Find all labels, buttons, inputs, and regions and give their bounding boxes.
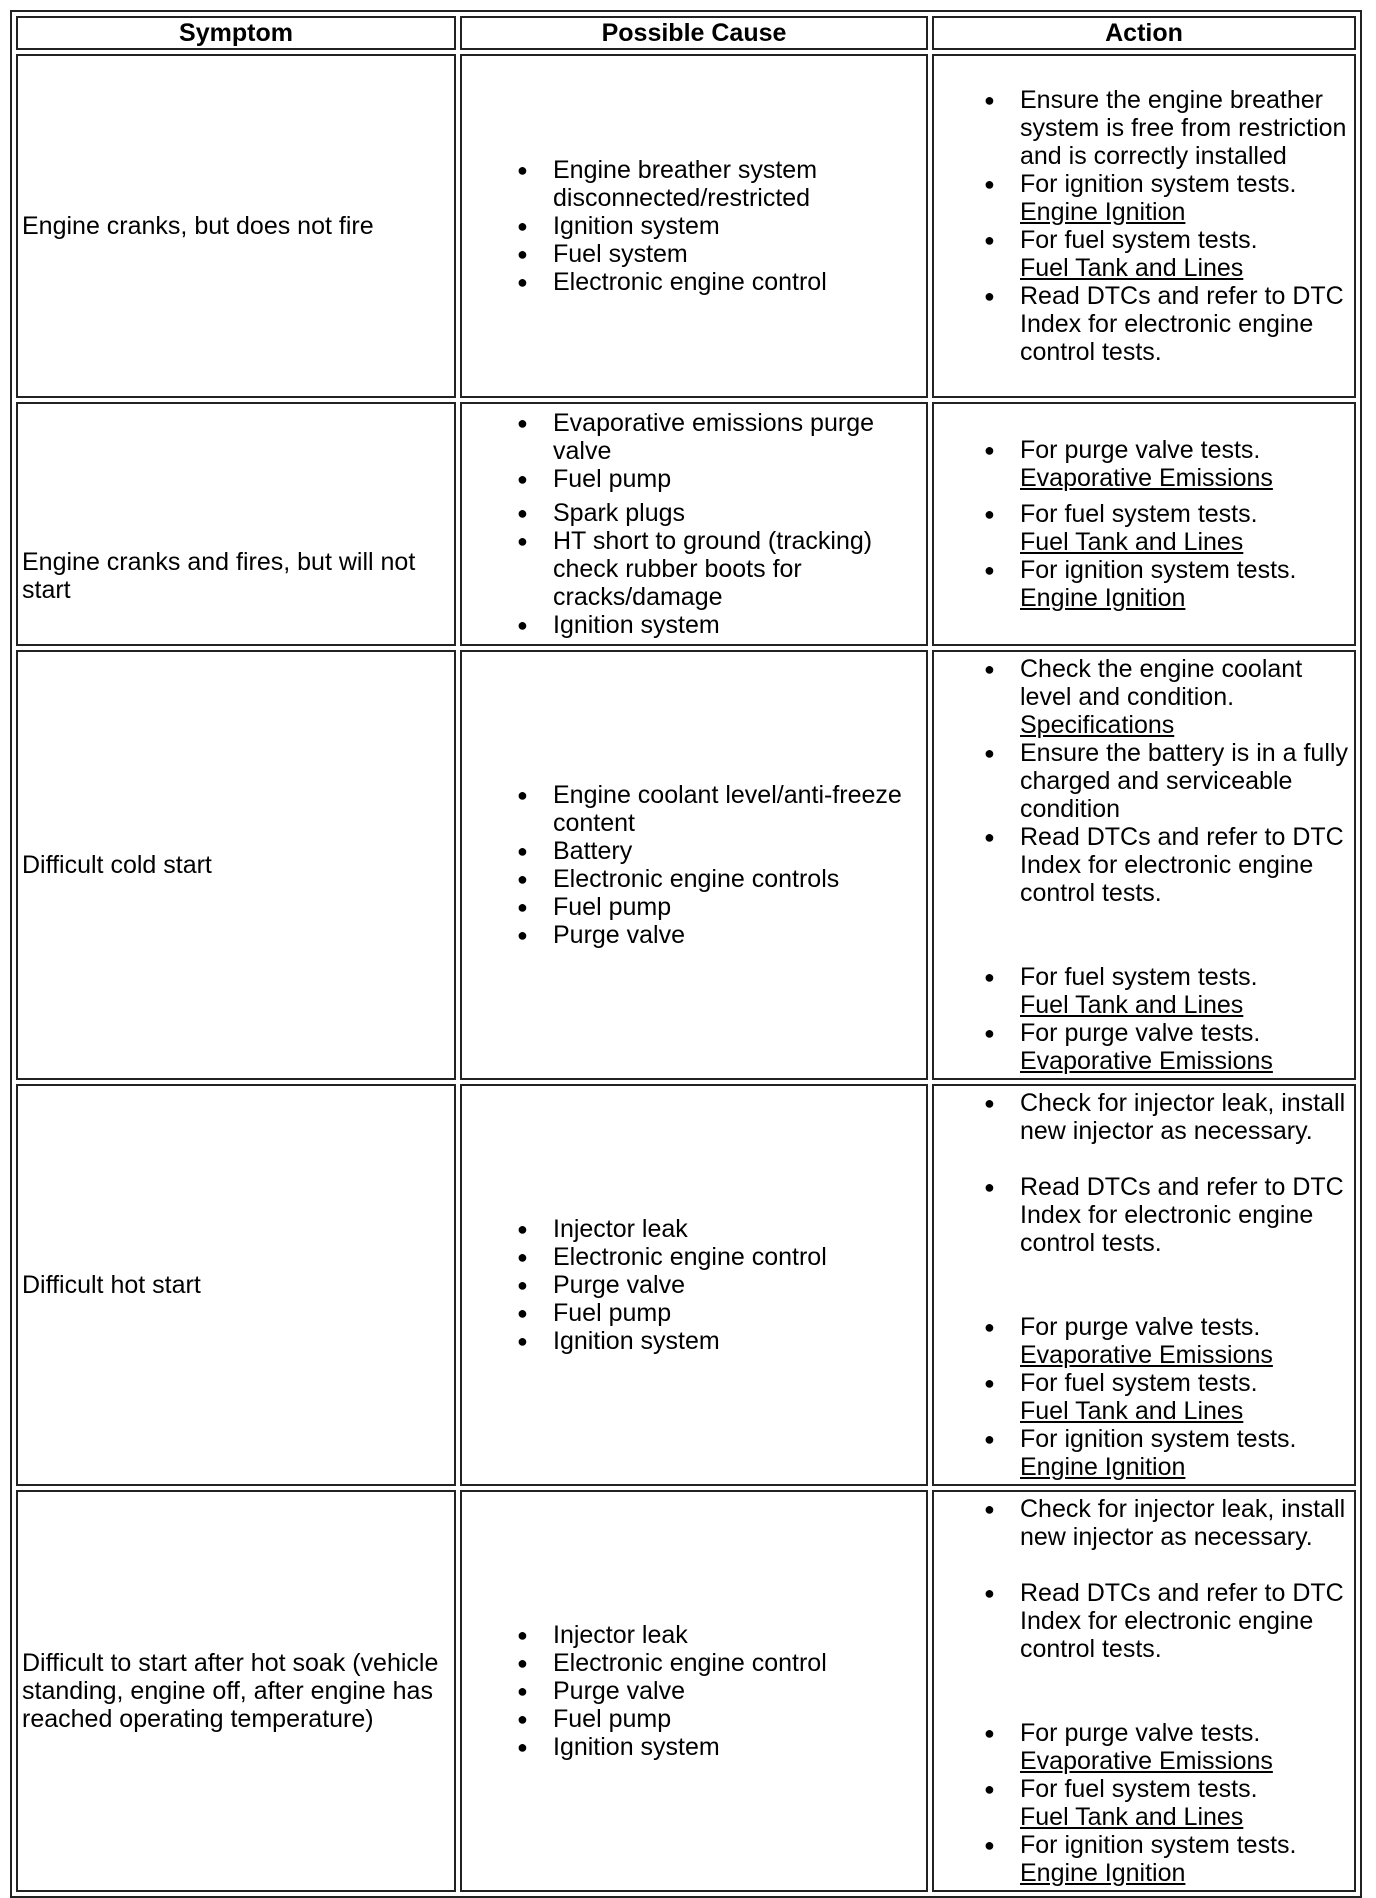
header-possible-cause: Possible Cause — [460, 16, 928, 50]
table-row — [16, 1084, 1356, 1486]
header-symptom: Symptom — [16, 16, 456, 50]
cause-item: ● Electronic engine control — [517, 268, 922, 296]
action-text: Check for injector leak, install new injector as necessary. — [1020, 1495, 1346, 1551]
link-fuel-tank-and-lines[interactable]: Fuel Tank and Lines — [1020, 991, 1244, 1019]
cause-item: ● Purge valve — [517, 1271, 922, 1299]
cause-item: ● Fuel pump — [517, 465, 922, 493]
action-cell — [932, 1084, 1356, 1486]
link-specifications[interactable]: Specifications — [1020, 711, 1175, 739]
action-item — [984, 436, 1350, 492]
action-cell — [932, 402, 1356, 646]
table-row — [16, 402, 1356, 646]
cause-item: ● Purge valve — [517, 921, 922, 949]
link-engine-ignition[interactable]: Engine Ignition — [1020, 1859, 1186, 1887]
cause-item: ● HT short to ground (tracking) check rubber boots for cracks/damage — [517, 527, 922, 611]
action-item — [984, 1719, 1350, 1775]
header-action: Action — [932, 16, 1356, 50]
action-text: For purge valve tests. — [1020, 1313, 1261, 1341]
action-text: For purge valve tests. — [1020, 1019, 1261, 1047]
action-list — [984, 436, 1350, 612]
action-text: For ignition system tests. — [1020, 1425, 1297, 1453]
action-cell — [932, 650, 1356, 1080]
cause-item: ● Fuel pump — [517, 893, 922, 921]
cause-cell — [460, 1084, 928, 1486]
link-fuel-tank-and-lines[interactable]: Fuel Tank and Lines — [1020, 1803, 1244, 1831]
action-item — [984, 1579, 1350, 1663]
action-text: For ignition system tests. — [1020, 556, 1297, 584]
action-text: For fuel system tests. — [1020, 226, 1258, 254]
cause-item: ● Fuel system — [517, 240, 922, 268]
cause-item: ● Electronic engine control — [517, 1243, 922, 1271]
cause-item: ● Evaporative emissions purge valve — [517, 409, 922, 465]
table-row — [16, 54, 1356, 398]
action-item — [984, 1019, 1350, 1075]
action-item — [984, 556, 1350, 612]
action-text: Read DTCs and refer to DTC Index for electronic engine control tests. — [1020, 1579, 1344, 1663]
table-row — [16, 650, 1356, 1080]
action-text: For ignition system tests. — [1020, 1831, 1297, 1859]
action-text: For fuel system tests. — [1020, 500, 1258, 528]
action-list — [984, 1495, 1350, 1887]
action-text: For ignition system tests. — [1020, 170, 1297, 198]
cause-list — [517, 156, 922, 296]
cause-cell — [460, 650, 928, 1080]
link-fuel-tank-and-lines[interactable]: Fuel Tank and Lines — [1020, 254, 1244, 282]
action-text: Check the engine coolant level and condition. — [1020, 655, 1303, 711]
action-text: For fuel system tests. — [1020, 1775, 1258, 1803]
link-evaporative-emissions[interactable]: Evaporative Emissions — [1020, 464, 1273, 492]
header-row — [16, 16, 1356, 50]
cause-item: ● Fuel pump — [517, 1299, 922, 1327]
cause-item: ● Ignition system — [517, 212, 922, 240]
symptom-cell: Difficult hot start — [16, 1084, 456, 1486]
action-list — [984, 1089, 1350, 1481]
action-item — [984, 1425, 1350, 1481]
action-item — [984, 739, 1350, 823]
cause-list — [517, 409, 922, 639]
symptom-cell: Engine cranks and fires, but will not start — [16, 402, 456, 646]
action-item — [984, 1089, 1350, 1145]
action-item — [984, 226, 1350, 282]
link-fuel-tank-and-lines[interactable]: Fuel Tank and Lines — [1020, 528, 1244, 556]
diagnosis-table — [10, 10, 1362, 1898]
symptom-cell: Difficult to start after hot soak (vehicle standing, engine off, after engine has reached operating temperature) — [16, 1490, 456, 1892]
link-engine-ignition[interactable]: Engine Ignition — [1020, 584, 1186, 612]
action-item — [984, 1775, 1350, 1831]
action-text: For fuel system tests. — [1020, 1369, 1258, 1397]
action-text: For fuel system tests. — [1020, 963, 1258, 991]
link-evaporative-emissions[interactable]: Evaporative Emissions — [1020, 1341, 1273, 1369]
cause-list — [517, 1621, 922, 1761]
link-evaporative-emissions[interactable]: Evaporative Emissions — [1020, 1747, 1273, 1775]
action-item — [984, 963, 1350, 1019]
link-engine-ignition[interactable]: Engine Ignition — [1020, 1453, 1186, 1481]
action-text: Read DTCs and refer to DTC Index for electronic engine control tests. — [1020, 1173, 1344, 1257]
link-fuel-tank-and-lines[interactable]: Fuel Tank and Lines — [1020, 1397, 1244, 1425]
action-item — [984, 1313, 1350, 1369]
action-item — [984, 282, 1350, 366]
cause-list — [517, 1215, 922, 1355]
cause-item: ● Injector leak — [517, 1621, 922, 1649]
action-item — [984, 86, 1350, 170]
action-item — [984, 655, 1350, 739]
action-cell — [932, 54, 1356, 398]
cause-item: ● Injector leak — [517, 1215, 922, 1243]
action-text: Ensure the battery is in a fully charged and serviceable condition — [1020, 739, 1348, 823]
action-text: Check for injector leak, install new injector as necessary. — [1020, 1089, 1346, 1145]
cause-cell — [460, 54, 928, 398]
action-list — [984, 655, 1350, 1075]
cause-item: ● Purge valve — [517, 1677, 922, 1705]
action-item — [984, 1173, 1350, 1257]
action-cell — [932, 1490, 1356, 1892]
cause-list — [517, 781, 922, 949]
action-item — [984, 1495, 1350, 1551]
cause-item: ● Electronic engine control — [517, 1649, 922, 1677]
cause-item: ● Ignition system — [517, 1733, 922, 1761]
cause-item: ● Ignition system — [517, 1327, 922, 1355]
link-evaporative-emissions[interactable]: Evaporative Emissions — [1020, 1047, 1273, 1075]
cause-cell — [460, 1490, 928, 1892]
cause-item: ● Engine breather system disconnected/restricted — [517, 156, 922, 212]
action-text: Read DTCs and refer to DTC Index for electronic engine control tests. — [1020, 282, 1344, 366]
cause-item: ● Electronic engine controls — [517, 865, 922, 893]
action-item — [984, 1831, 1350, 1887]
cause-item: ● Fuel pump — [517, 1705, 922, 1733]
cause-item: ● Engine coolant level/anti-freeze content — [517, 781, 922, 837]
cause-item: ● Ignition system — [517, 611, 922, 639]
cause-item: ● Spark plugs — [517, 499, 922, 527]
cause-item: ● Battery — [517, 837, 922, 865]
action-text: For purge valve tests. — [1020, 1719, 1261, 1747]
action-item — [984, 1369, 1350, 1425]
link-engine-ignition[interactable]: Engine Ignition — [1020, 198, 1186, 226]
table-row — [16, 1490, 1356, 1892]
action-item — [984, 500, 1350, 556]
cause-cell — [460, 402, 928, 646]
action-item — [984, 170, 1350, 226]
action-text: For purge valve tests. — [1020, 436, 1261, 464]
action-text: Read DTCs and refer to DTC Index for electronic engine control tests. — [1020, 823, 1344, 907]
symptom-cell: Difficult cold start — [16, 650, 456, 1080]
action-text: Ensure the engine breather system is free from restriction and is correctly installed — [1020, 86, 1347, 170]
symptom-cell: Engine cranks, but does not fire — [16, 54, 456, 398]
action-item — [984, 823, 1350, 907]
action-list — [984, 86, 1350, 366]
